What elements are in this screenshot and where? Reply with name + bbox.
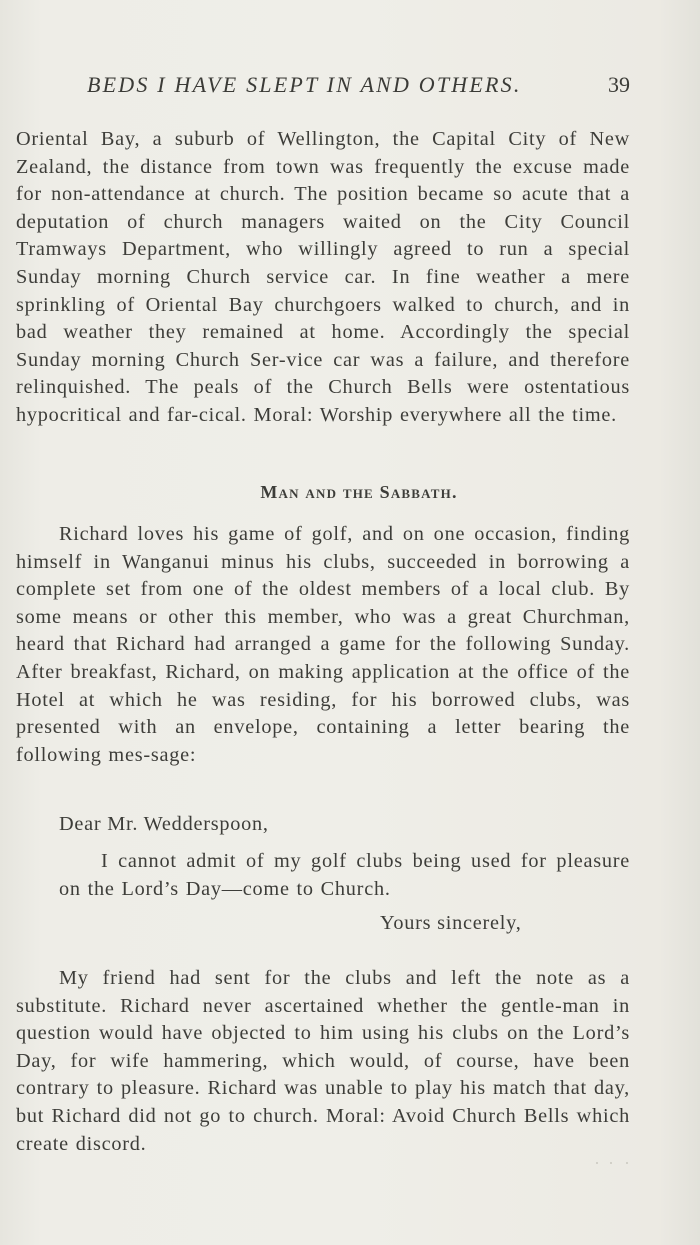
paragraph-oriental-bay: Oriental Bay, a suburb of Wellington, the Capital City of New Zealand, the distance from town was frequently the excuse made for non-attendance at church. The position became so acute that a deputation of church managers waited on the City Council Tramways Department, who willingly agreed to run a special Sunday morning Church service car. In fine weather a mere sprinkling of Oriental Bay churchgoers walked to church, and in bad weather they remained at home. Accordingly the special Sunday morning Church Ser-vice car was a failure, and therefore relinquished. The peals of the Church Bells were ostentatious hypocritical and far-cical. Moral: Worship everywhere all the time.	[16, 128, 630, 426]
letter-closing: Yours sincerely,	[380, 912, 522, 934]
running-title: BEDS I HAVE SLEPT IN AND OTHERS.	[87, 72, 522, 97]
page-number: 39	[608, 72, 630, 97]
paragraph-moral: My friend had sent for the clubs and left the note as a substitute. Richard never ascertained whether the gentle-man in question would have objected to him using his clubs on the Lord’s Day, for wife hammering, which would, of course, have been contrary to pleasure. Richard was unable to play his match that day, but Richard did not go to church. Moral: Avoid Church Bells which create discord.	[16, 967, 630, 1155]
letter-salutation: Dear Mr. Wedderspoon,	[59, 813, 269, 835]
page-header	[0, 70, 700, 104]
paragraph-golf-clubs: Richard loves his game of golf, and on one occasion, finding himself in Wanganui minus his clubs, succeeded in borrowing a complete set from one of the oldest members of a local club. By some means or other this member, who was a great Churchman, heard that Richard had arranged a game for the following Sunday. After breakfast, Richard, on making application at the office of the Hotel at which he was residing, for his borrowed clubs, was presented with an envelope, containing a letter bearing the following mes-sage:	[16, 523, 630, 766]
letter-body: I cannot admit of my golf clubs being used for pleasure on the Lord’s Day—come to Church.	[59, 850, 630, 900]
paper-speck	[596, 1162, 636, 1164]
section-heading: Man and the Sabbath.	[260, 482, 458, 502]
